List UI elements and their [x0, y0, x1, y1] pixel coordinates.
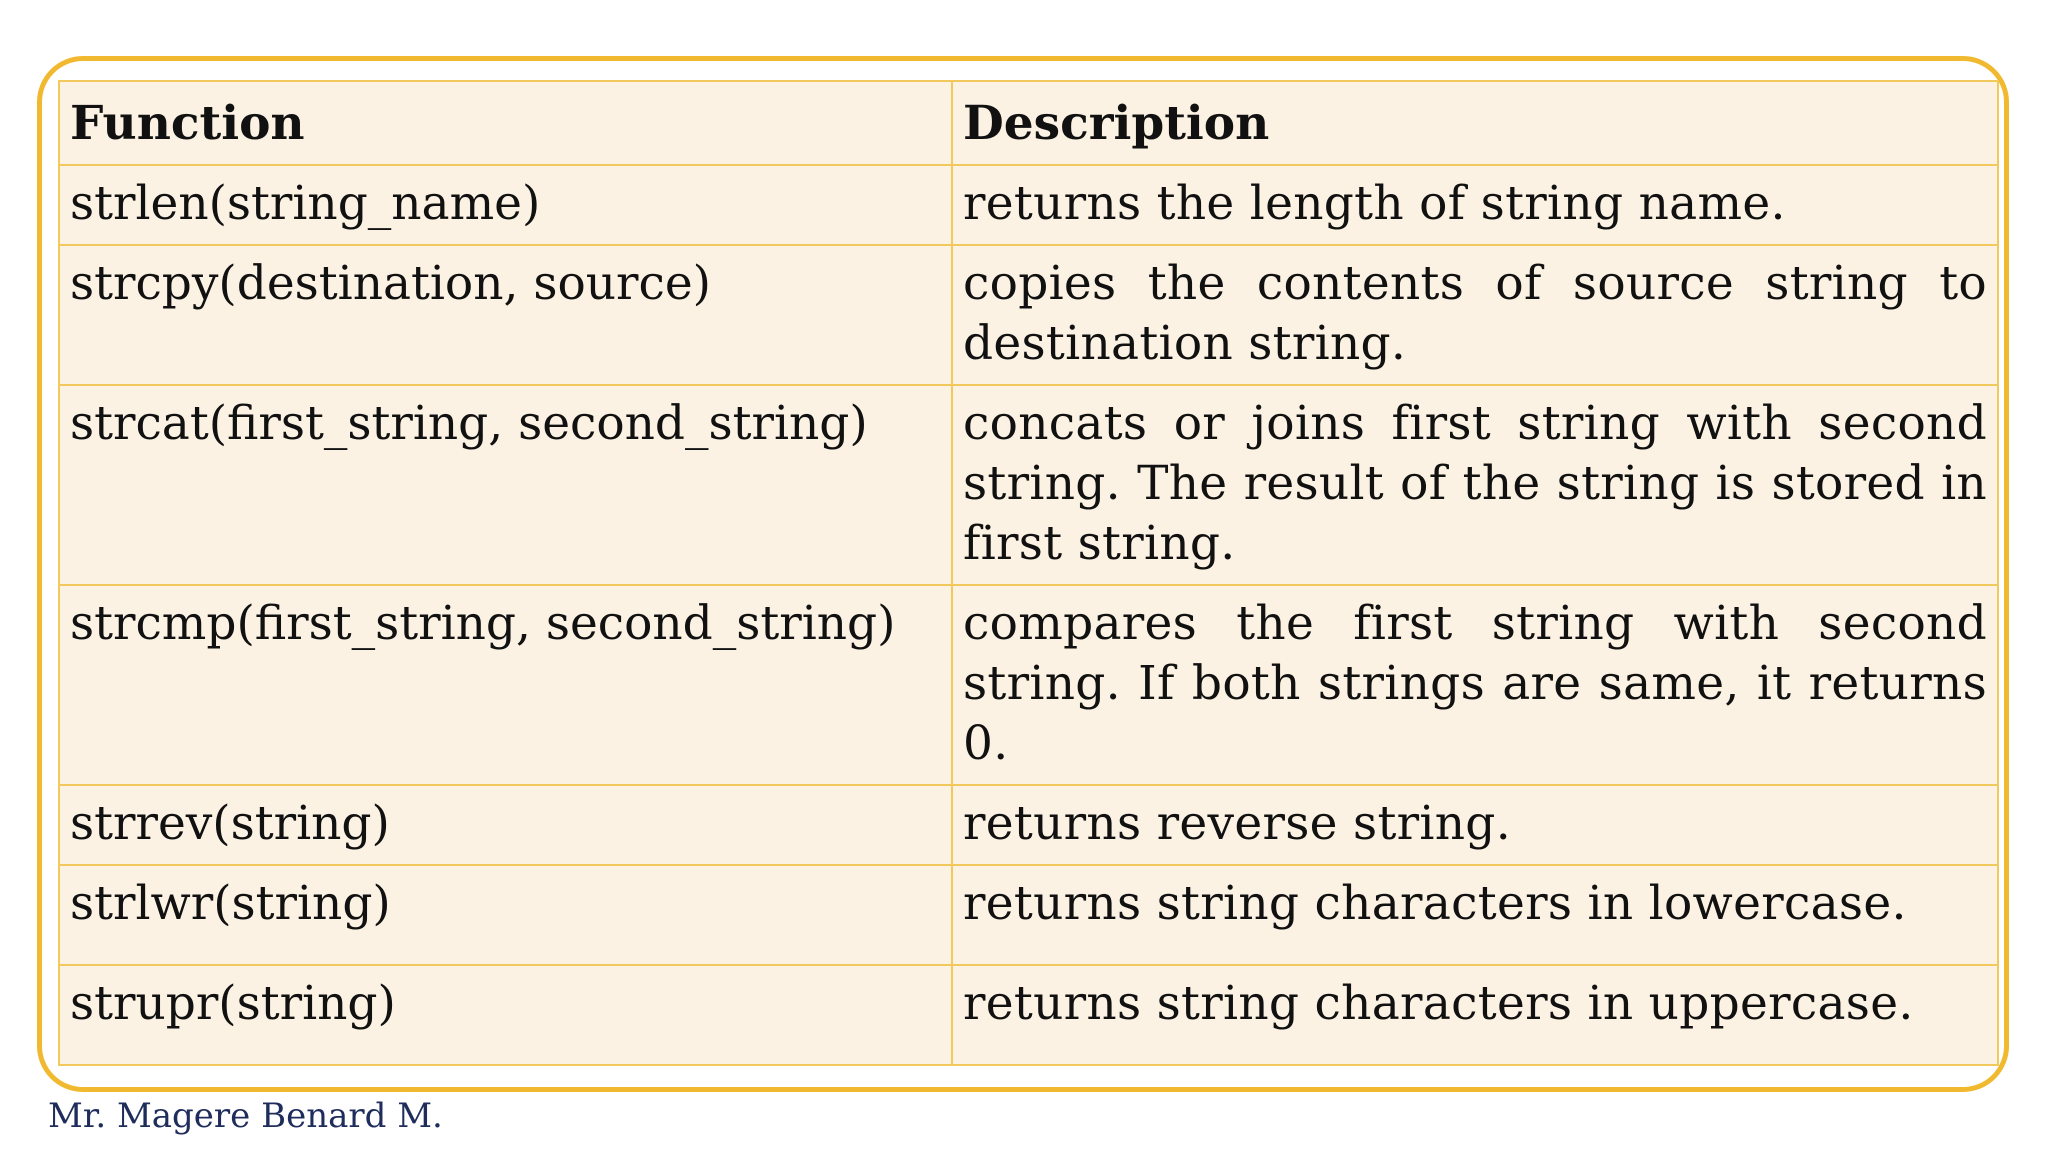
function-cell: strupr(string) — [59, 965, 952, 1065]
string-functions-table — [58, 80, 1999, 1066]
table-row — [59, 385, 1998, 585]
table-row — [59, 965, 1998, 1065]
function-cell: strcmp(first_string, second_string) — [59, 585, 952, 785]
header-function: Function — [59, 81, 952, 165]
description-cell: compares the first string with second string. If both strings are same, it returns 0. — [952, 585, 1998, 785]
header-description: Description — [952, 81, 1998, 165]
table-row — [59, 165, 1998, 245]
table-row — [59, 865, 1998, 965]
function-cell: strlen(string_name) — [59, 165, 952, 245]
description-cell: returns string characters in lowercase. — [952, 865, 1998, 965]
author-credit: Mr. Magere Benard M. — [48, 1096, 443, 1136]
description-cell: copies the contents of source string to destination string. — [952, 245, 1998, 385]
function-cell: strcat(first_string, second_string) — [59, 385, 952, 585]
function-cell: strlwr(string) — [59, 865, 952, 965]
description-cell: returns the length of string name. — [952, 165, 1998, 245]
function-cell: strrev(string) — [59, 785, 952, 865]
table-row — [59, 245, 1998, 385]
description-cell: returns string characters in uppercase. — [952, 965, 1998, 1065]
function-cell: strcpy(destination, source) — [59, 245, 952, 385]
table-row — [59, 585, 1998, 785]
description-cell: concats or joins first string with second string. The result of the string is stored in first string. — [952, 385, 1998, 585]
table-header-row — [59, 81, 1998, 165]
description-cell: returns reverse string. — [952, 785, 1998, 865]
table-row — [59, 785, 1998, 865]
